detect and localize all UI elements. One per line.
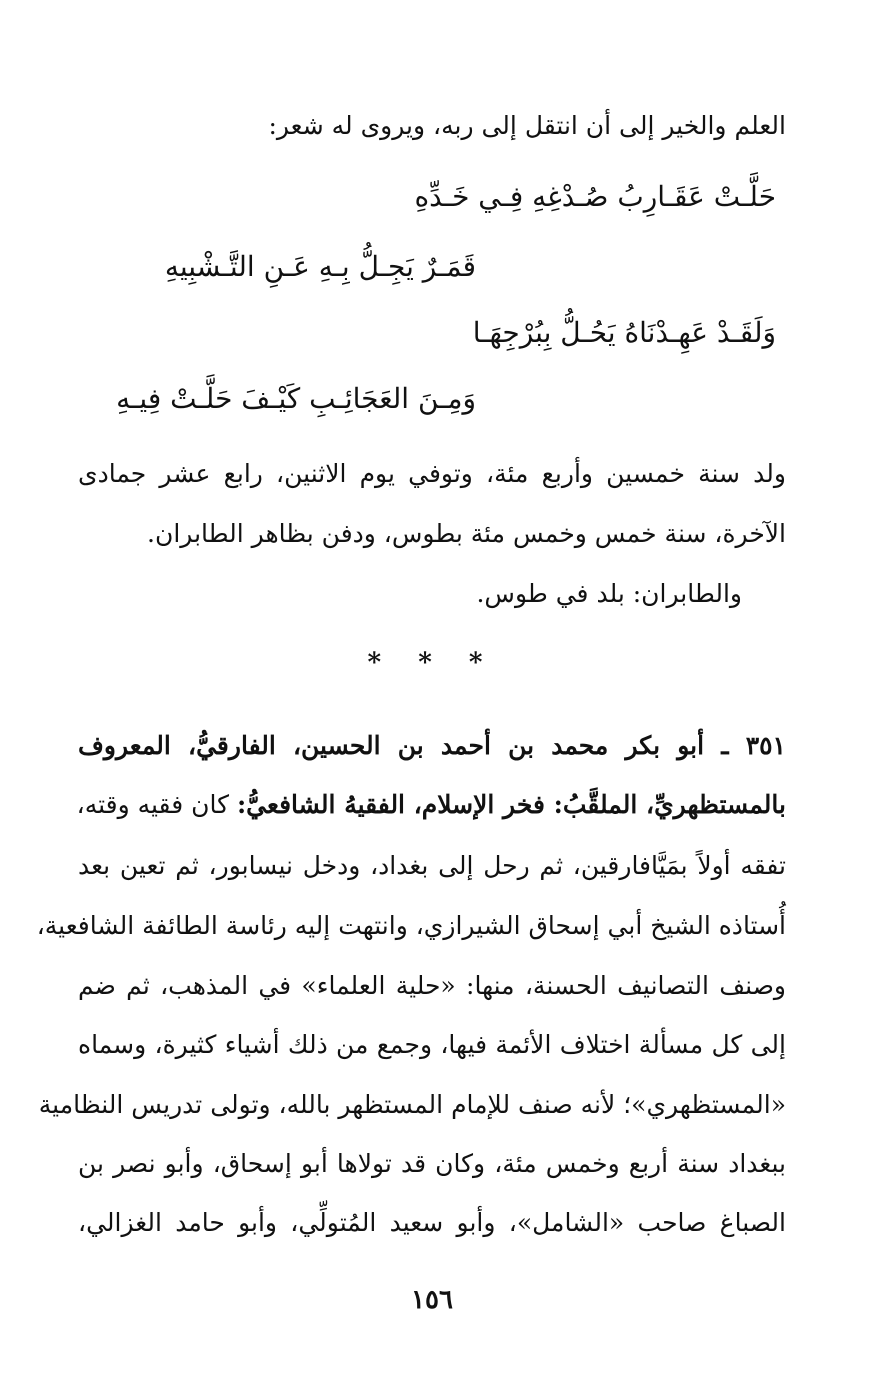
bio-line-1: ولد سنة خمسين وأربع مئة، وتوفي يوم الاثنين، رابع عشر جمادى — [78, 459, 786, 488]
poem-verse-3: وَلَقَـدْ عَهِـدْنَاهُ يَحُـلُّ بِبُرْجِهَـا — [472, 316, 776, 349]
place-note: والطابران: بلد في طوس. — [476, 579, 742, 608]
entry-body-line-3: وصنف التصانيف الحسنة، منها: «حلية العلماء» في المذهب، ثم ضم — [78, 971, 786, 1000]
entry-body-line-5: «المستظهري»؛ لأنه صنف للإمام المستظهر بالله، وتولى تدريس النظامية — [38, 1090, 786, 1119]
entry-heading-line-2 — [78, 785, 786, 825]
entry-title-bold: بالمستظهريِّ، الملقَّبُ: فخر الإسلام، الفقيهُ الشافعيُّ: — [236, 790, 786, 819]
poem-verse-4: وَمِـنَ العَجَائِـبِ كَيْـفَ حَلَّـتْ فِيـهِ — [116, 382, 476, 415]
poem-verse-2: قَمَـرٌ يَجِـلُّ بِـهِ عَـنِ التَّـشْبِيهِ — [164, 250, 476, 283]
entry-body-line-6: ببغداد سنة أربع وخمس مئة، وكان قد تولاها أبو إسحاق، وأبو نصر بن — [78, 1149, 786, 1178]
entry-body-line-4: إلى كل مسألة اختلاف الأئمة فيها، وجمع من ذلك أشياء كثيرة، وسماه — [78, 1030, 786, 1059]
page-number: ١٥٦ — [411, 1285, 453, 1315]
entry-body-line-7: الصباغ صاحب «الشامل»، وأبو سعيد المُتولِّي، وأبو حامد الغزالي، — [78, 1208, 786, 1237]
section-separator: * * * — [367, 648, 497, 678]
entry-body-line-1: تفقه أولاً بمَيَّافارقين، ثم رحل إلى بغداد، ودخل نيسابور، ثم تعين بعد — [78, 851, 786, 880]
intro-line: العلم والخير إلى أن انتقل إلى ربه، ويروى له شعر: — [268, 111, 786, 140]
book-page — [36, 0, 786, 1392]
bio-line-2: الآخرة، سنة خمس وخمس مئة بطوس، ودفن بظاهر الطابران. — [147, 519, 786, 548]
entry-heading-line-1: ٣٥١ ـ أبو بكر محمد بن أحمد بن الحسين، الفارقيُّ، المعروف — [78, 731, 786, 760]
poem-verse-1: حَلَّـتْ عَقَـارِبُ صُـدْغِهِ فِـي خَـدِّهِ — [414, 180, 776, 213]
entry-title-rest: كان فقيه وقته، — [76, 790, 237, 819]
entry-body-line-2: أُستاذه الشيخ أبي إسحاق الشيرازي، وانتهت إليه رئاسة الطائفة الشافعية، — [36, 911, 786, 940]
